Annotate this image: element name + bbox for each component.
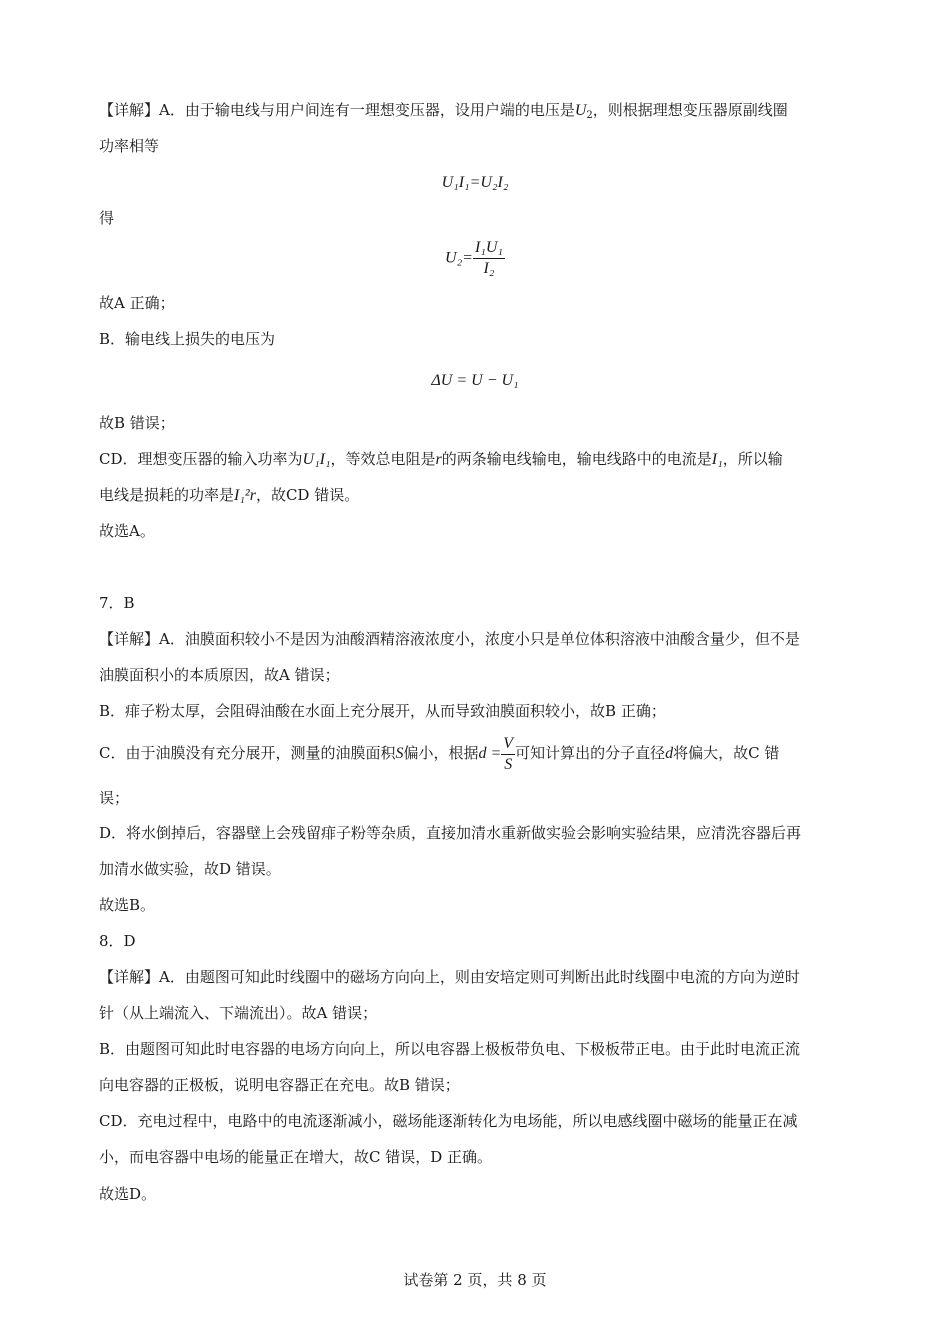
q6-text: 【详解】A．由于输电线与用户间连有一理想变压器，设用户端的电压是: [99, 101, 575, 119]
q6-text: CD．理想变压器的输入功率为: [99, 450, 303, 468]
q6-b-conclusion: 故B 错误；: [99, 414, 175, 432]
fraction: [501, 734, 515, 775]
equation-u2: [0, 238, 950, 279]
subscript: 2: [586, 110, 593, 121]
q7-d-line1: D．将水倒掉后，容器壁上会残留痱子粉等杂质，直接加清水重新做实验会影响实验结果，应清洗容器后再: [99, 824, 802, 842]
equation-text: ΔU = U − U₁: [431, 372, 519, 389]
q7-text: 偏小，根据: [403, 744, 479, 762]
q7-b-line: B．痱子粉太厚，会阻碍油酸在水面上充分展开，从而导致油膜面积较小，故B 正确；: [99, 702, 666, 720]
page-footer: 试卷第 2 页，共 8 页: [403, 1271, 547, 1289]
q8-cd-line2: 小，而电容器中电场的能量正在增大，故C 错误，D 正确。: [99, 1148, 493, 1166]
q6-text: 电线是损耗的功率是: [99, 486, 235, 504]
equation-power: [0, 172, 950, 193]
de-text: 得: [99, 209, 115, 227]
q6-text: 的两条输电线输电，输电线路中的电流是: [441, 450, 712, 468]
q6-explain-a-line2: 功率相等: [99, 137, 160, 155]
q7-text: C．由于油膜没有充分展开，测量的油膜面积: [99, 744, 396, 762]
fraction-numerator: V: [501, 734, 515, 755]
equation-lhs: U₂=: [445, 249, 473, 267]
q8-heading: 8．D: [99, 932, 136, 950]
var-r: r: [435, 451, 442, 468]
q7-text: 可知计算出的分子直径: [515, 744, 666, 762]
q7-c-line2: 误；: [99, 789, 130, 807]
q7-d-line2: 加清水做实验，故D 错误。: [99, 860, 281, 878]
q8-b-line1: B．由题图可知此时电容器的电场方向向上，所以电容器上极板带负电、下极板带正电。由于此时电流正流: [99, 1040, 801, 1058]
q8-cd-line1: CD．充电过程中，电路中的电流逐渐减小，磁场能逐渐转化为电场能，所以电感线圈中磁场的能量正在减: [99, 1112, 798, 1130]
q8-answer: 故选D。: [99, 1185, 157, 1203]
q6-text: ，则根据理想变压器原副线圈: [592, 101, 788, 119]
q7-text: 将偏大，故C 错: [673, 744, 780, 762]
q8-a-line1: 【详解】A．由题图可知此时线圈中的磁场方向向上，则由安培定则可判断出此时线圈中电流的方向为逆时: [99, 968, 800, 986]
q7-a-line1: 【详解】A．油膜面积较小不是因为油酸酒精溶液浓度小，浓度小只是单位体积溶液中油酸含量少，但不是: [99, 630, 800, 648]
fraction-denominator: S: [504, 755, 513, 773]
q6-text: ，所以输: [722, 450, 783, 468]
var-u: U: [574, 102, 587, 119]
q7-c-line1: [99, 733, 779, 775]
q6-cd-line1: [99, 449, 783, 470]
var-power-loss: I₁²r: [234, 487, 256, 504]
var-d: d: [665, 745, 674, 762]
q6-b-text: B．输电线上损失的电压为: [99, 330, 276, 348]
q6-a-conclusion: 故A 正确；: [99, 294, 175, 312]
q8-a-line2: 针（从上端流入、下端流出）。故A 错误；: [99, 1004, 378, 1022]
equation-text: U₁I₁=U₂I₂: [441, 174, 509, 191]
q7-answer: 故选B。: [99, 896, 156, 914]
q8-b-line2: 向电容器的正极板，说明电容器正在充电。故B 错误；: [99, 1076, 460, 1094]
equation-delta-u: [0, 370, 950, 391]
q7-a-line2: 油膜面积小的本质原因，故A 错误；: [99, 666, 340, 684]
var-s: S: [395, 745, 404, 762]
fraction-denominator: I₂: [483, 260, 495, 277]
var-i1: I₁: [711, 451, 723, 468]
fraction: [473, 238, 505, 279]
fraction-numerator: I₁U₁: [473, 238, 505, 259]
var-u1i1: U₁I₁: [302, 451, 331, 468]
q7-heading: 7．B: [99, 594, 135, 612]
formula-lhs: d =: [478, 745, 502, 762]
q6-text: ，故CD 错误。: [255, 486, 360, 504]
q6-cd-line2: [99, 485, 359, 506]
q6-text: ，等效总电阻是: [330, 450, 436, 468]
q6-explain-a-line1: [99, 100, 788, 126]
q6-answer: 故选A。: [99, 522, 155, 540]
